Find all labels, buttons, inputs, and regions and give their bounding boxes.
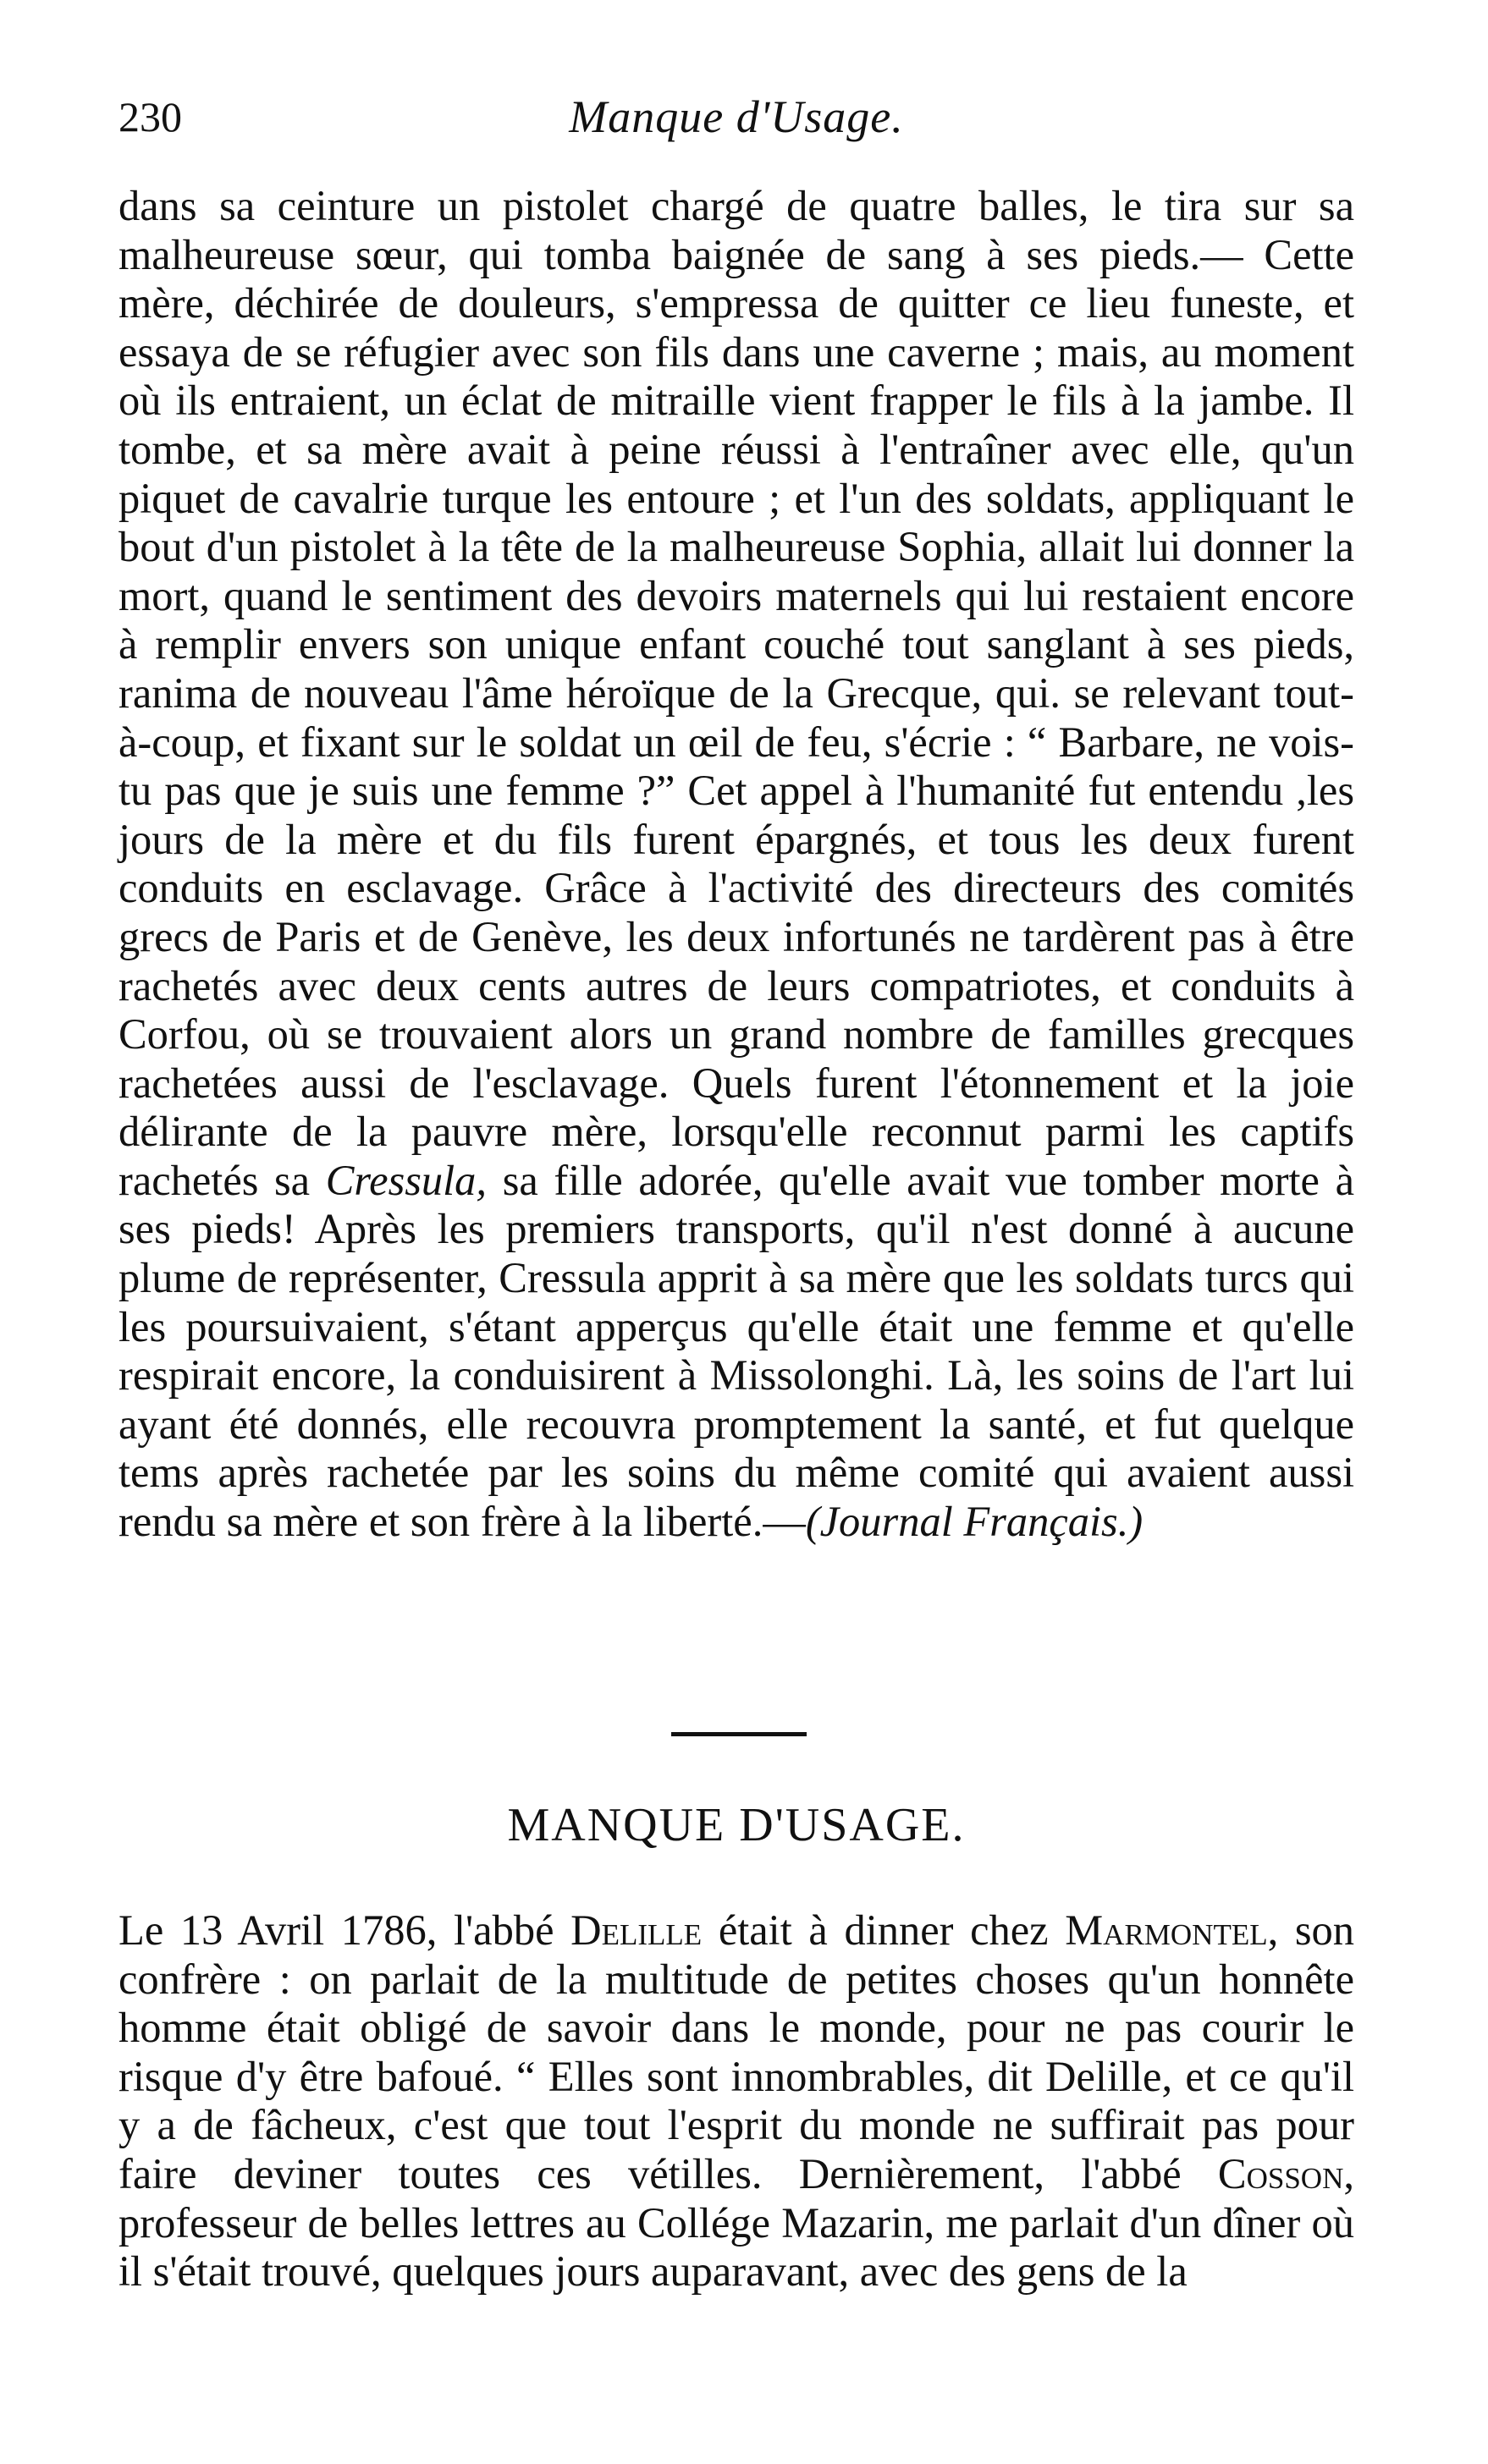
source-citation: (Journal Français.) [805,1498,1144,1546]
italic-name: Cressula, [325,1156,488,1204]
article-paragraph [118,1906,1354,2296]
article-intro: Le 13 Avril 1786, l'abbé [118,1906,554,1954]
page-number: 230 [118,93,182,140]
section-heading: MANQUE D'USAGE. [507,1799,966,1851]
paragraph-continuation: sa fille adorée, qu'elle avait vue tomber morte à ses pieds! Après les premiers transports, qu'il n'est donné à aucune plume de représenter, Cressula apprit à sa mère que les soldats turcs qui les poursuivaient, s'étant apperçus qu'elle était une femme et qu'elle respirait encore, la conduisirent à Missolonghi. Là, les soins de l'art lui ayant été donnés, elle recouvra promptement la santé, et fut quelque tems après rachetée par les soins du même comité qui avaient aussi rendu sa mère et son frère à la liberté.— [118,1156,1354,1546]
article-text-2: , son confrère : on parlait de la multitude de petites choses qu'un honnête homme était obligé de savoir dans le monde, pour ne pas courir le risque d'y être bafoué. “ Elles sont innombrables, dit Delille, et ce qu'il y a de fâcheux, c'est que tout l'esprit du monde ne suffirait pas pour faire deviner toutes ces vétilles. Dernièrement, l'abbé [118,1906,1355,2197]
page-header [118,91,1354,151]
person-name-cosson: Cosson [1217,2149,1344,2197]
running-title: Manque d'Usage. [569,91,904,142]
previous-article-text [118,182,1354,1547]
section-separator-rule [671,1732,807,1736]
person-name-delille: Delille [570,1906,703,1954]
paragraph-body: dans sa ceinture un pistolet chargé de quatre balles, le tira sur sa malheureuse sœur, qui tomba baignée de sang à ses pieds.— Cette mère, déchirée de douleurs, s'empressa de quitter ce lieu funeste, et essaya de se réfugier avec son fils dans une caverne ; mais, au moment où ils entraient, un éclat de mitraille vient frapper le fils à la jambe. Il tombe, et sa mère avait à peine réussi à l'entraîner avec elle, qu'un piquet de cavalrie turque les entoure ; et l'un des soldats, appliquant le bout d'un pistolet à la tête de la malheureuse Sophia, allait lui donner la mort, quand le sentiment des devoirs maternels qui lui restaient encore à remplir envers son unique enfant couché tout sanglant à ses pieds, ranima de nouveau l'âme héroïque de la Grecque, qui. se relevant tout-à-coup, et fixant sur le soldat un œil de feu, s'écrie : “ Barbare, ne vois-tu pas que je suis une femme ?” Cet appel à l'humanité fut entendu ,les jours de la mère et du fils furent épargnés, et tous les deux furent conduits en esclavage. Grâce à l'activité des directeurs des comités grecs de Paris et de Genève, les deux infortunés ne tardèrent pas à être rachetés avec deux cents autres de leurs compatriotes, et conduits à Corfou, où se trouvaient alors un grand nombre de familles grecques rachetées aussi de l'esclavage. Quels furent l'étonnement et la joie délirante de la pauvre mère, lorsqu'elle reconnut parmi les captifs rachetés sa [118,182,1354,1204]
article-text-1: était à dinner chez [718,1906,1049,1954]
previous-article-paragraph [118,182,1354,1547]
article-text-3: , professeur de belles lettres au Collége Mazarin, me parlait d'un dîner où il s'était trouvé, quelques jours auparavant, avec des gens de la [118,2149,1354,2296]
article-text [118,1906,1354,2296]
person-name-marmontel: Marmontel [1065,1906,1268,1954]
